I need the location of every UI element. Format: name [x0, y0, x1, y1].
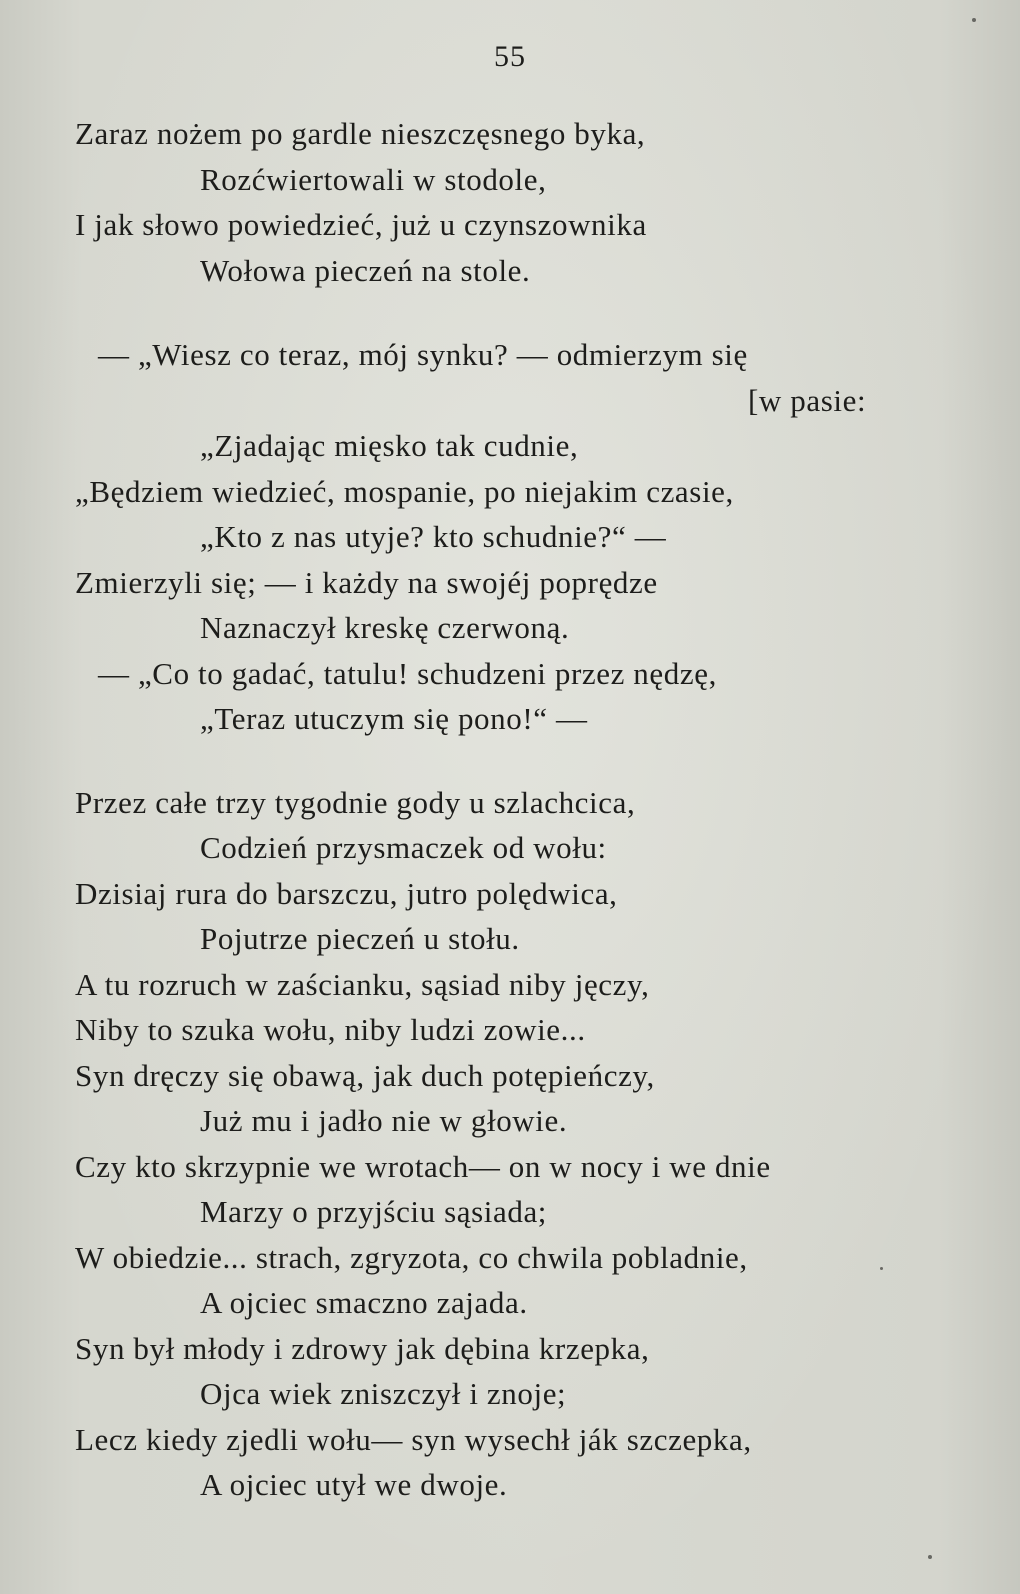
verse-line: A ojciec smaczno zajada.: [200, 1285, 528, 1320]
verse-line: — „Wiesz co teraz, mój synku? — odmierzym się: [98, 337, 748, 372]
verse-line: Wołowa pieczeń na stole.: [200, 253, 531, 288]
verse-line: Przez całe trzy tygodnie gody u szlachcica,: [75, 785, 636, 820]
verse-line: A ojciec utył we dwoje.: [200, 1467, 508, 1502]
verse-line: Rozćwiertowali w stodole,: [200, 162, 547, 197]
verse-line: Marzy o przyjściu sąsiada;: [200, 1194, 548, 1229]
verse-line: — „Co to gadać, tatulu! schudzeni przez nędzę,: [98, 656, 717, 691]
verse-line: Niby to szuka wołu, niby ludzi zowie...: [75, 1012, 586, 1047]
verse-line: Czy kto skrzypnie we wrotach— on w nocy i we dnie: [75, 1149, 771, 1184]
verse-line: Lecz kiedy zjedli wołu— syn wysechł ják szczepka,: [75, 1422, 752, 1457]
verse-line: Syn był młody i zdrowy jak dębina krzepka,: [75, 1331, 650, 1366]
verse-line: „Teraz utuczym się pono!“ —: [200, 701, 588, 736]
ink-speck: [972, 18, 976, 22]
verse-line: Syn dręczy się obawą, jak duch potępieńczy,: [75, 1058, 655, 1093]
verse-line: Codzień przysmaczek od wołu:: [200, 830, 607, 865]
verse-line: Dzisiaj rura do barszczu, jutro polędwica,: [75, 876, 618, 911]
verse-line-continuation: [w pasie:: [748, 383, 867, 418]
verse-line: Zaraz nożem po gardle nieszczęsnego byka,: [75, 116, 646, 151]
verse-line: Już mu i jadło nie w głowie.: [200, 1103, 568, 1138]
page-number: 55: [494, 40, 526, 73]
verse-line: I jak słowo powiedzieć, już u czynszownika: [75, 207, 647, 242]
verse-line: „Będziem wiedzieć, mospanie, po niejakim czasie,: [75, 474, 734, 509]
verse-line: Zmierzyli się; — i każdy na swojéj poprędze: [75, 565, 658, 600]
verse-line: „Kto z nas utyje? kto schudnie?“ —: [200, 519, 667, 554]
verse-line: A tu rozruch w zaścianku, sąsiad niby jęczy,: [75, 967, 650, 1002]
verse-line: Pojutrze pieczeń u stołu.: [200, 921, 520, 956]
verse-line: Ojca wiek zniszczył i znoje;: [200, 1376, 567, 1411]
verse-line: „Zjadając mięsko tak cudnie,: [200, 428, 579, 463]
ink-speck: [928, 1555, 932, 1559]
verse-line: W obiedzie... strach, zgryzota, co chwila pobladnie,: [75, 1240, 748, 1275]
ink-speck: [880, 1267, 883, 1270]
verse-line: Naznaczył kreskę czerwoną.: [200, 610, 570, 645]
